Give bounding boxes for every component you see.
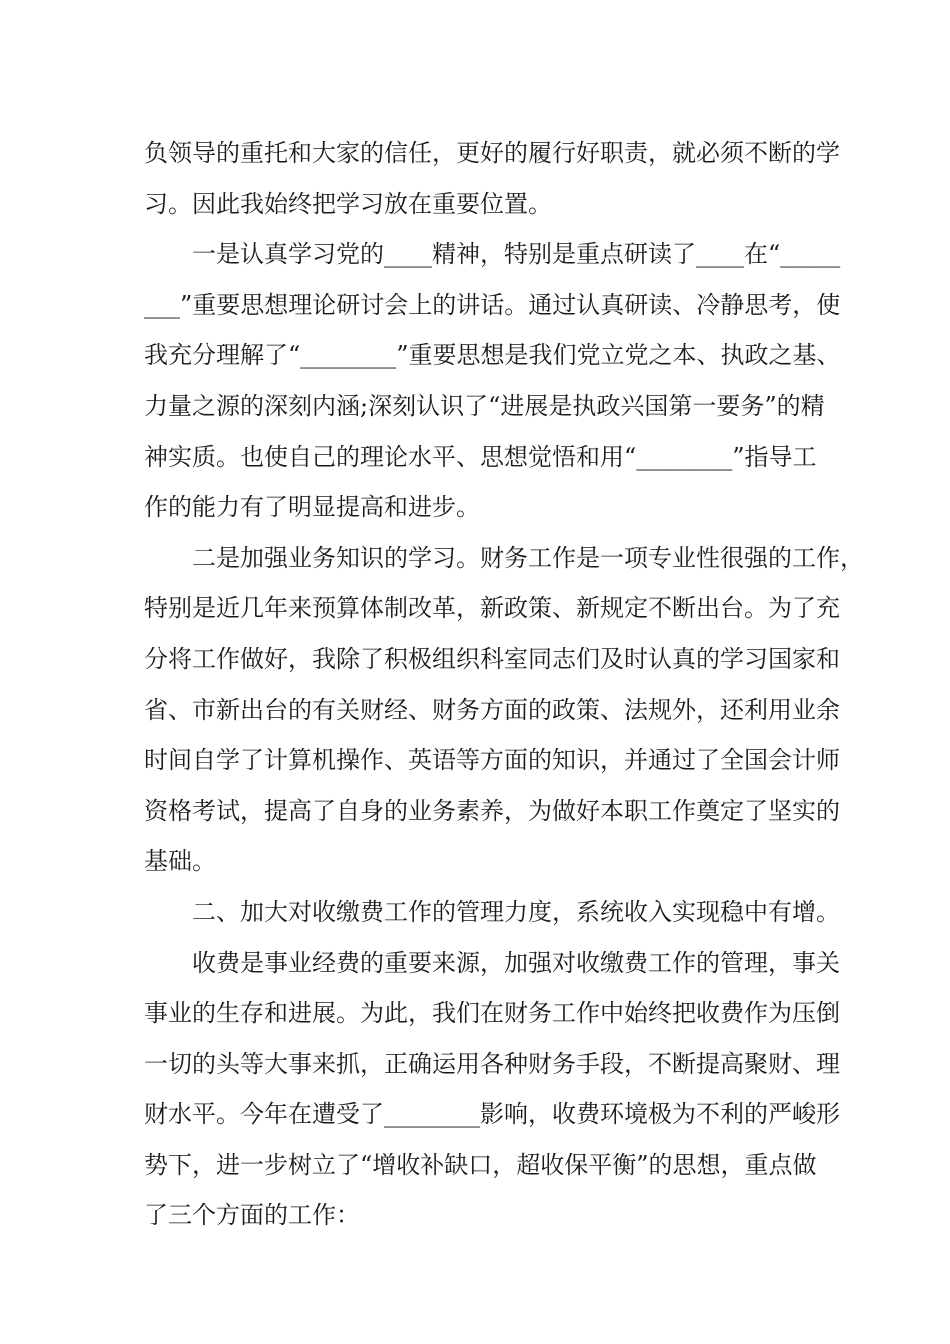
text-line: 财水平。今年在遭受了________影响，收费环境极为不利的严峻形 — [144, 1100, 840, 1129]
text-line: 作的能力有了明显提高和进步。 — [144, 493, 480, 522]
text-line: 基础。 — [144, 847, 216, 876]
text-line: 了三个方面的工作： — [144, 1201, 360, 1230]
text-line: 收费是事业经费的重要来源，加强对收缴费工作的管理，事关 — [192, 948, 840, 977]
text-line: 神实质。也使自己的理论水平、思想觉悟和用“________”指导工 — [144, 442, 817, 471]
text-line: 资格考试，提高了自身的业务素养，为做好本职工作奠定了坚实的 — [144, 796, 840, 825]
text-line: 势下，进一步树立了“增收补缺口，超收保平衡”的思想，重点做 — [144, 1150, 817, 1179]
text-line: 习。因此我始终把学习放在重要位置。 — [144, 189, 552, 218]
text-line: 我充分理解了“________”重要思想是我们党立党之本、执政之基、 — [144, 341, 841, 370]
document-body — [144, 128, 864, 1241]
text-line: 事业的生存和进展。为此，我们在财务工作中始终把收费作为压倒 — [144, 999, 840, 1028]
text-line: 特别是近几年来预算体制改革，新政策、新规定不断出台。为了充 — [144, 594, 840, 623]
text-line: 二是加强业务知识的学习。财务工作是一项专业性很强的工作， — [192, 543, 864, 572]
text-line: 力量之源的深刻内涵;深刻认识了“进展是执政兴国第一要务”的精 — [144, 391, 825, 420]
text-line: 负领导的重托和大家的信任，更好的履行好职责，就必须不断的学 — [144, 139, 840, 167]
section-heading: 二、加大对收缴费工作的管理力度，系统收入实现稳中有增。 — [192, 897, 840, 926]
text-line: 一切的头等大事来抓，正确运用各种财务手段，不断提高聚财、理 — [144, 1049, 840, 1078]
text-line: ___”重要思想理论研讨会上的讲话。通过认真研读、冷静思考，使 — [144, 290, 841, 319]
text-line: 一是认真学习党的____精神，特别是重点研读了____在“_____ — [192, 240, 841, 269]
text-line: 省、市新出台的有关财经、财务方面的政策、法规外，还利用业余 — [144, 695, 840, 724]
text-line: 时间自学了计算机操作、英语等方面的知识，并通过了全国会计师 — [144, 746, 840, 775]
text-line: 分将工作做好，我除了积极组织科室同志们及时认真的学习国家和 — [144, 644, 840, 673]
